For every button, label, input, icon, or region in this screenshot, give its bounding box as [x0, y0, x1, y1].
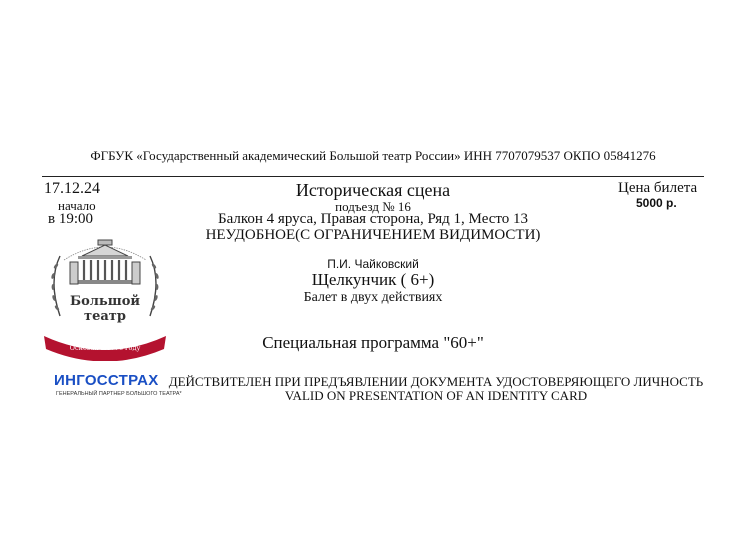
validity-notice-ru: ДЕЙСТВИТЕЛЕН ПРИ ПРЕДЪЯВЛЕНИИ ДОКУМЕНТА УДОСТОВЕРЯЮЩЕГО ЛИЧНОСТЬ [168, 374, 704, 389]
price-value: 5000 р. [636, 196, 677, 210]
performance-title: Щелкунчик ( 6+) [311, 270, 435, 289]
validity-notice-en: VALID ON PRESENTATION OF AN IDENTITY CARD [284, 388, 588, 403]
venue-name: Историческая сцена [295, 180, 451, 200]
seat-info: Балкон 4 яруса, Правая сторона, Ряд 1, Место 13 НЕУДОБНОЕ(С ОГРАНИЧЕНИЕМ ВИДИМОСТИ) [205, 211, 541, 243]
bolshoi-logo [42, 236, 168, 361]
logo-ribbon-text: Основан в 1776 году [69, 344, 141, 352]
price-label: Цена билета [618, 180, 698, 196]
start-time: в 19:00 [48, 211, 93, 227]
logo-line2: театр [84, 309, 126, 324]
performance-subtitle: Балет в двух действиях [303, 290, 443, 305]
composer: П.И. Чайковский [327, 257, 419, 271]
performance-date: 17.12.24 [44, 180, 100, 197]
logo-line1: Большой [69, 294, 141, 309]
header-divider [42, 176, 704, 177]
start-label: начало [58, 198, 96, 213]
sponsor-logo: ИНГОССТРАХ [54, 372, 159, 389]
entrance-number: подъезд № 16 [335, 199, 411, 214]
issuer-line: ФГБУК «Государственный академический Большой театр России» ИНН 7707079537 ОКПО 05841276 [90, 148, 656, 163]
sponsor-tagline: ГЕНЕРАЛЬНЫЙ ПАРТНЕР БОЛЬШОГО ТЕАТРА* [56, 391, 182, 397]
special-program: Специальная программа "60+" [262, 333, 484, 352]
